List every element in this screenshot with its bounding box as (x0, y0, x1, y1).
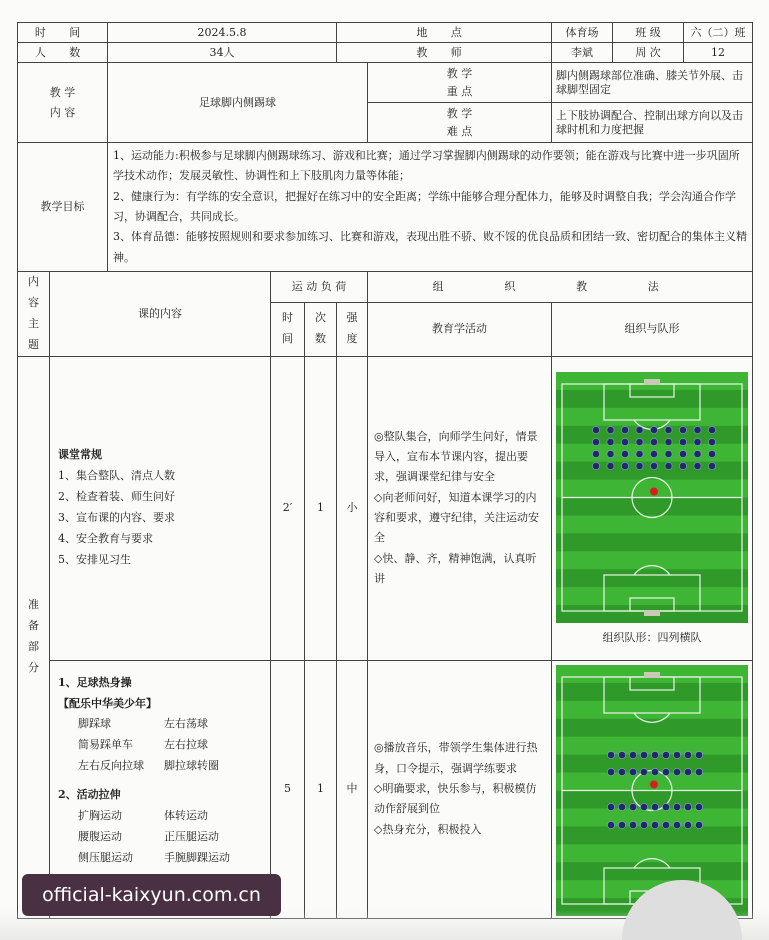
student-marker (607, 462, 614, 469)
reps-header: 次 数 (305, 303, 337, 357)
student-marker (665, 450, 672, 457)
student-marker (640, 803, 647, 810)
activity-item: ◎整队集合，向师学生问好，情景导入，宣布本节课内容，提出要求，强调课堂纪律与安全 (374, 429, 538, 484)
warmup-moves (58, 714, 266, 777)
student-marker (636, 426, 643, 433)
goals-text (108, 143, 753, 272)
student-marker (636, 450, 643, 457)
student-marker (592, 438, 599, 445)
student-marker (651, 751, 658, 758)
lesson-plan-table (17, 22, 753, 919)
student-marker (621, 450, 628, 457)
student-marker (592, 462, 599, 469)
pitch-stripe (556, 408, 748, 426)
routine-title: 课堂常规 (58, 448, 102, 462)
student-marker (708, 450, 715, 457)
time-header: 时 间 (271, 303, 305, 357)
student-marker (695, 803, 702, 810)
goals-label: 教学目标 (18, 143, 108, 272)
move-item: 左右拉球 (164, 738, 208, 752)
student-marker (673, 821, 680, 828)
theme-header: 内 容 主 题 (18, 272, 50, 357)
student-marker (650, 450, 657, 457)
goal-top (644, 672, 660, 678)
edu-activity-header: 教育学活动 (368, 303, 552, 357)
student-marker (694, 426, 701, 433)
student-marker (607, 821, 614, 828)
student-marker (618, 803, 625, 810)
student-marker (651, 821, 658, 828)
student-marker (640, 821, 647, 828)
lesson-row-routine (18, 356, 753, 660)
lesson-content-header: 课的内容 (50, 272, 271, 357)
row1-time: 2′ (271, 356, 305, 660)
student-marker (607, 438, 614, 445)
row2-activities (368, 660, 552, 918)
student-marker (673, 751, 680, 758)
count-label: 人 数 (18, 43, 108, 63)
stretch-moves (58, 806, 266, 869)
routine-content (50, 356, 271, 660)
key-point-text: 脚内侧踢球部位准确、膝关节外展、击球脚型固定 (552, 63, 753, 103)
section-label: 准 备 部 分 (18, 356, 50, 918)
place-value: 体育场 (552, 23, 613, 43)
formation-header: 组织与队形 (552, 303, 753, 357)
stretch-item: 腰腹运动 (78, 829, 122, 843)
pitch-stripe (556, 736, 748, 754)
pitch-stripe (556, 683, 748, 701)
move-item: 简易踩单车 (78, 738, 133, 752)
move-item: 脚踩球 (78, 717, 111, 731)
student-marker (607, 803, 614, 810)
student-marker (665, 462, 672, 469)
header-row-2 (18, 43, 753, 63)
pitch-stripe (556, 862, 748, 880)
goal-item: 1、运动能力:积极参与足球脚内侧踢球练习、游戏和比赛；通过学习掌握脚内侧踢球的动作要领；能在游戏与比赛中进一步巩固所学技术动作；发展灵敏性、协调性和上下肢肌肉力量等体能； (113, 149, 740, 183)
pitch-stripe (556, 515, 748, 533)
row1-reps: 1 (305, 356, 337, 660)
week-value: 12 (684, 43, 753, 63)
stretch-item: 侧压腿运动 (78, 850, 133, 864)
row2-reps: 1 (305, 660, 337, 918)
stretch-title: 2、活动拉伸 (58, 788, 121, 802)
pitch-stripe (556, 390, 748, 408)
student-marker (662, 803, 669, 810)
student-marker (618, 768, 625, 775)
student-marker (695, 768, 702, 775)
student-marker (684, 803, 691, 810)
routine-item: 2、检查着装、师生问好 (58, 490, 175, 504)
pitch-stripe (556, 497, 748, 515)
goal-item: 2、健康行为：有学练的安全意识，把握好在练习中的安全距离；学练中能够合理分配体力，能够及时调整自我；学会沟通合作学习，协调配合，共同成长。 (113, 189, 737, 224)
teaching-content-label: 教 学 内 容 (18, 63, 108, 143)
student-marker (640, 768, 647, 775)
activity-item: ◇明确要求，快乐参与，积极模仿动作舒展到位 (374, 781, 537, 816)
class-label: 班 级 (613, 23, 684, 43)
student-marker (708, 426, 715, 433)
student-marker (621, 438, 628, 445)
move-item: 左右荡球 (164, 717, 208, 731)
pitch-stripe (556, 826, 748, 844)
routine-item: 3、宣布课的内容、要求 (58, 511, 175, 525)
activity-item: ◎播放音乐，带领学生集体进行热身，口令提示，强调学练要求 (374, 741, 538, 775)
student-marker (708, 438, 715, 445)
goal-item: 3、体育品德：能够按照规则和要求参加练习、比赛和游戏，表现出胜不骄、败不馁的优良品质和团结一致、密切配合的集体主义精神。 (113, 230, 748, 264)
row1-intensity: 小 (337, 356, 368, 660)
teacher-value: 李斌 (552, 43, 613, 63)
row2-formation (552, 660, 753, 918)
student-marker (662, 768, 669, 775)
routine-item: 1、集合整队、清点人数 (58, 469, 175, 483)
student-marker (673, 768, 680, 775)
student-marker (607, 426, 614, 433)
student-marker (694, 462, 701, 469)
student-marker (621, 462, 628, 469)
student-marker (684, 751, 691, 758)
warmup-title: 1、足球热身操 (58, 675, 132, 689)
content-key-row (18, 63, 753, 103)
pitch-stripe (556, 718, 748, 736)
date-value: 2024.5.8 (108, 23, 337, 43)
student-marker (640, 751, 647, 758)
stretch-item: 体转运动 (164, 808, 208, 822)
stretch-item: 扩胸运动 (78, 808, 122, 822)
student-marker (629, 751, 636, 758)
student-marker (695, 751, 702, 758)
routine-item: 5、安排见习生 (58, 552, 131, 566)
pitch-stripe (556, 844, 748, 862)
header-row-1 (18, 23, 753, 43)
student-marker (592, 426, 599, 433)
student-marker (694, 438, 701, 445)
student-marker (629, 821, 636, 828)
student-marker (621, 426, 628, 433)
pitch-stripe (556, 569, 748, 587)
table-head-row-1 (18, 272, 753, 303)
difficulty-text: 上下肢协调配合、控制出球方向以及击球时机和力度把握 (552, 103, 753, 143)
goals-row (18, 143, 753, 272)
student-marker (684, 768, 691, 775)
music-note: 【配乐中华美少年】 (58, 696, 157, 710)
teacher-label: 教 师 (337, 43, 552, 63)
student-marker (651, 803, 658, 810)
row1-formation (552, 356, 753, 660)
student-marker (679, 462, 686, 469)
student-marker (695, 821, 702, 828)
time-label: 时 间 (18, 23, 108, 43)
student-marker (708, 462, 715, 469)
student-marker (679, 438, 686, 445)
student-marker (650, 438, 657, 445)
topic-value: 足球脚内侧踢球 (108, 63, 368, 143)
student-marker (636, 462, 643, 469)
row2-time: 5 (271, 660, 305, 918)
routine-item: 4、安全教育与要求 (58, 532, 153, 546)
stretch-item: 手腕脚踝运动 (164, 850, 230, 864)
load-header: 运 动 负 荷 (271, 272, 368, 303)
student-marker (636, 438, 643, 445)
place-label: 地 点 (337, 23, 552, 43)
watermark-banner: official-kaixyun.com.cn (22, 874, 281, 916)
activity-item: ◇向老师问好，知道本课学习的内容和要求，遵守纪律，关注运动安全 (374, 490, 540, 545)
student-marker (650, 462, 657, 469)
activity-item: ◇快、静、齐，精神饱满，认真听讲 (374, 551, 537, 586)
row2-intensity: 中 (337, 660, 368, 918)
pitch-stripe (556, 587, 748, 605)
formation-caption: 组织队形：四列横队 (602, 630, 702, 644)
teacher-marker (650, 780, 658, 788)
student-marker (651, 768, 658, 775)
stretch-item: 正压腿运动 (164, 829, 219, 843)
student-marker (679, 426, 686, 433)
move-item: 脚拉球转圈 (164, 759, 219, 773)
org-method-header: 组 织 教 法 (368, 272, 753, 303)
activity-item: ◇热身充分，积极投入 (374, 822, 482, 836)
student-marker (607, 768, 614, 775)
student-marker (673, 803, 680, 810)
pitch-stripe (556, 533, 748, 551)
key-point-label: 教 学 重 点 (368, 63, 552, 103)
student-marker (618, 821, 625, 828)
class-value: 六（二）班 (684, 23, 753, 43)
student-marker (607, 751, 614, 758)
student-marker (684, 821, 691, 828)
goal-bottom (644, 610, 660, 616)
goal-top (644, 379, 660, 385)
pitch-stripe (556, 700, 748, 718)
student-marker (662, 751, 669, 758)
student-marker (618, 751, 625, 758)
intensity-header: 强 度 (337, 303, 368, 357)
teacher-marker (650, 487, 658, 495)
student-marker (662, 821, 669, 828)
move-item: 左右反向拉球 (78, 759, 144, 773)
football-pitch-diagram (556, 372, 748, 623)
pitch-stripe (556, 551, 748, 569)
count-value: 34人 (108, 43, 337, 63)
student-marker (694, 450, 701, 457)
student-marker (665, 438, 672, 445)
row1-activities (368, 356, 552, 660)
student-marker (607, 450, 614, 457)
student-marker (665, 426, 672, 433)
student-marker (629, 768, 636, 775)
week-label: 周 次 (613, 43, 684, 63)
student-marker (629, 803, 636, 810)
football-pitch-diagram (556, 665, 748, 916)
student-marker (679, 450, 686, 457)
difficulty-label: 教 学 难 点 (368, 103, 552, 143)
student-marker (592, 450, 599, 457)
student-marker (650, 426, 657, 433)
